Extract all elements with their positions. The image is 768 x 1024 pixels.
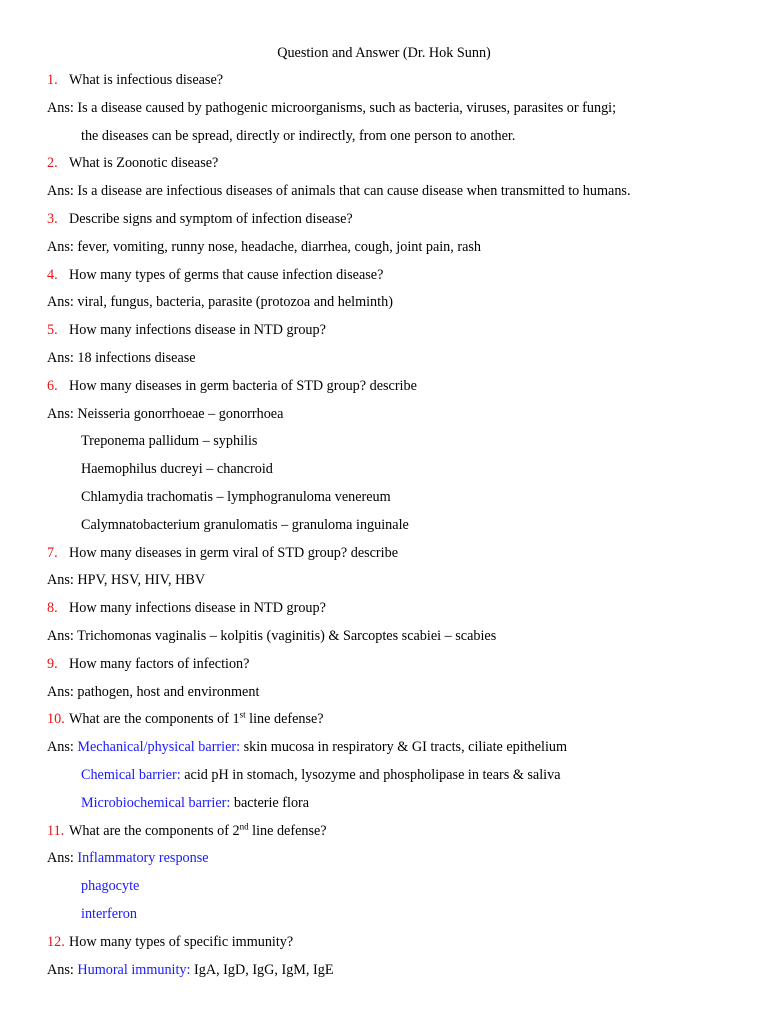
question-text: How many diseases in germ viral of STD group? describe <box>69 544 398 561</box>
answer-11-item <box>47 876 747 904</box>
question-text: How many diseases in germ bacteria of STD group? describe <box>69 377 417 394</box>
question-3 <box>47 209 747 237</box>
question-text: What are the components of 2 <box>69 822 240 839</box>
answer-text: acid pH in stomach, lysozyme and phospholipase in tears & saliva <box>180 766 561 783</box>
ans-prefix: Ans: <box>47 961 78 978</box>
question-4 <box>47 265 747 293</box>
answer-text: Calymnatobacterium granulomatis – granuloma inguinale <box>81 516 409 533</box>
question-text: What are the components of 1 <box>69 711 240 728</box>
ans-prefix: Ans: <box>47 683 78 700</box>
question-number: 8. <box>47 600 58 617</box>
question-text: Describe signs and symptom of infection disease? <box>69 210 353 227</box>
question-number: 4. <box>47 266 58 283</box>
answer-10 <box>47 737 747 765</box>
answer-3 <box>47 237 747 265</box>
question-12 <box>47 932 747 960</box>
answer-text: viral, fungus, bacteria, parasite (protozoa and helminth) <box>77 294 393 311</box>
question-8 <box>47 598 747 626</box>
answer-8 <box>47 626 747 654</box>
answer-text: Neisseria gonorrhoeae – gonorrhoea <box>77 405 284 422</box>
answer-7 <box>47 570 747 598</box>
question-number: 10. <box>47 711 65 728</box>
answer-text: HPV, HSV, HIV, HBV <box>77 572 206 589</box>
ans-prefix: Ans: <box>47 99 78 116</box>
answer-2 <box>47 181 747 209</box>
answer-text: fever, vomiting, runny nose, headache, diarrhea, cough, joint pain, rash <box>77 238 482 255</box>
question-number: 9. <box>47 655 58 672</box>
answer-10-item <box>47 793 747 821</box>
ans-prefix: Ans: <box>47 238 78 255</box>
answer-text: pathogen, host and environment <box>77 683 260 700</box>
question-9 <box>47 654 747 682</box>
answer-11-item <box>47 904 747 932</box>
question-text: How many factors of infection? <box>69 655 250 672</box>
question-text: How many types of specific immunity? <box>69 933 294 950</box>
answer-text: Is a disease are infectious diseases of animals that can cause disease when transmitted to humans. <box>77 183 631 200</box>
answer-text: Chlamydia trachomatis – lymphogranuloma venereum <box>81 488 391 505</box>
answer-label: Inflammatory response <box>77 850 209 867</box>
answer-text: Is a disease caused by pathogenic microorganisms, such as bacteria, viruses, parasites or fungi; <box>77 99 617 116</box>
answer-10-item <box>47 765 747 793</box>
question-number: 11. <box>47 822 65 839</box>
question-number: 6. <box>47 377 58 394</box>
question-text: How many types of germs that cause infection disease? <box>69 266 384 283</box>
ordinal-suffix: st <box>239 709 246 720</box>
answer-6-item <box>47 487 747 515</box>
answer-text: Trichomonas vaginalis – kolpitis (vaginitis) & Sarcoptes scabiei – scabies <box>77 627 497 644</box>
question-text: line defense? <box>248 822 327 839</box>
question-number: 1. <box>47 72 58 88</box>
answer-4 <box>47 292 747 320</box>
answer-text: the diseases can be spread, directly or indirectly, from one person to another. <box>81 127 516 144</box>
question-number: 3. <box>47 210 58 227</box>
answer-text: IgA, IgD, IgG, IgM, IgE <box>190 961 334 978</box>
ans-prefix: Ans: <box>47 294 78 311</box>
ans-prefix: Ans: <box>47 405 78 422</box>
answer-label: Chemical barrier: <box>81 766 181 783</box>
answer-label: interferon <box>81 905 137 922</box>
answer-6-item <box>47 515 747 543</box>
ans-prefix: Ans: <box>47 349 78 366</box>
question-number: 12. <box>47 933 65 950</box>
answer-6-item <box>47 459 747 487</box>
question-text: How many infections disease in NTD group? <box>69 600 326 617</box>
question-number: 7. <box>47 544 58 561</box>
question-1 <box>47 70 747 98</box>
answer-6-item <box>47 431 747 459</box>
answer-5 <box>47 348 747 376</box>
answer-label: phagocyte <box>81 878 140 895</box>
ans-prefix: Ans: <box>47 627 78 644</box>
ans-prefix: Ans: <box>47 739 78 756</box>
question-text: line defense? <box>245 711 324 728</box>
question-2 <box>47 153 747 181</box>
question-number: 5. <box>47 322 58 339</box>
answer-text: Treponema pallidum – syphilis <box>81 433 258 450</box>
answer-11 <box>47 848 747 876</box>
answer-12 <box>47 960 747 988</box>
question-number: 2. <box>47 155 58 172</box>
question-5 <box>47 320 747 348</box>
question-6 <box>47 376 747 404</box>
answer-1-continued <box>47 126 747 154</box>
question-11 <box>47 821 747 849</box>
answer-label: Mechanical/physical barrier: <box>77 739 241 756</box>
ans-prefix: Ans: <box>47 572 78 589</box>
answer-text: Haemophilus ducreyi – chancroid <box>81 461 273 478</box>
answer-1 <box>47 98 747 126</box>
answer-label: Microbiochemical barrier: <box>81 794 231 811</box>
question-text: How many infections disease in NTD group? <box>69 322 326 339</box>
question-10 <box>47 709 747 737</box>
qa-list <box>47 70 747 987</box>
answer-text: skin mucosa in respiratory & GI tracts, ciliate epithelium <box>240 739 568 756</box>
document-title: Question and Answer (Dr. Hok Sunn) <box>277 45 491 61</box>
question-7 <box>47 543 747 571</box>
answer-text: 18 infections disease <box>77 349 196 366</box>
question-text: What is infectious disease? <box>69 72 224 88</box>
question-text: What is Zoonotic disease? <box>69 155 219 172</box>
answer-6 <box>47 404 747 432</box>
ordinal-suffix: nd <box>239 820 249 831</box>
ans-prefix: Ans: <box>47 850 78 867</box>
ans-prefix: Ans: <box>47 183 78 200</box>
answer-9 <box>47 682 747 710</box>
answer-text: bacterie flora <box>230 794 310 811</box>
answer-label: Humoral immunity: <box>77 961 191 978</box>
